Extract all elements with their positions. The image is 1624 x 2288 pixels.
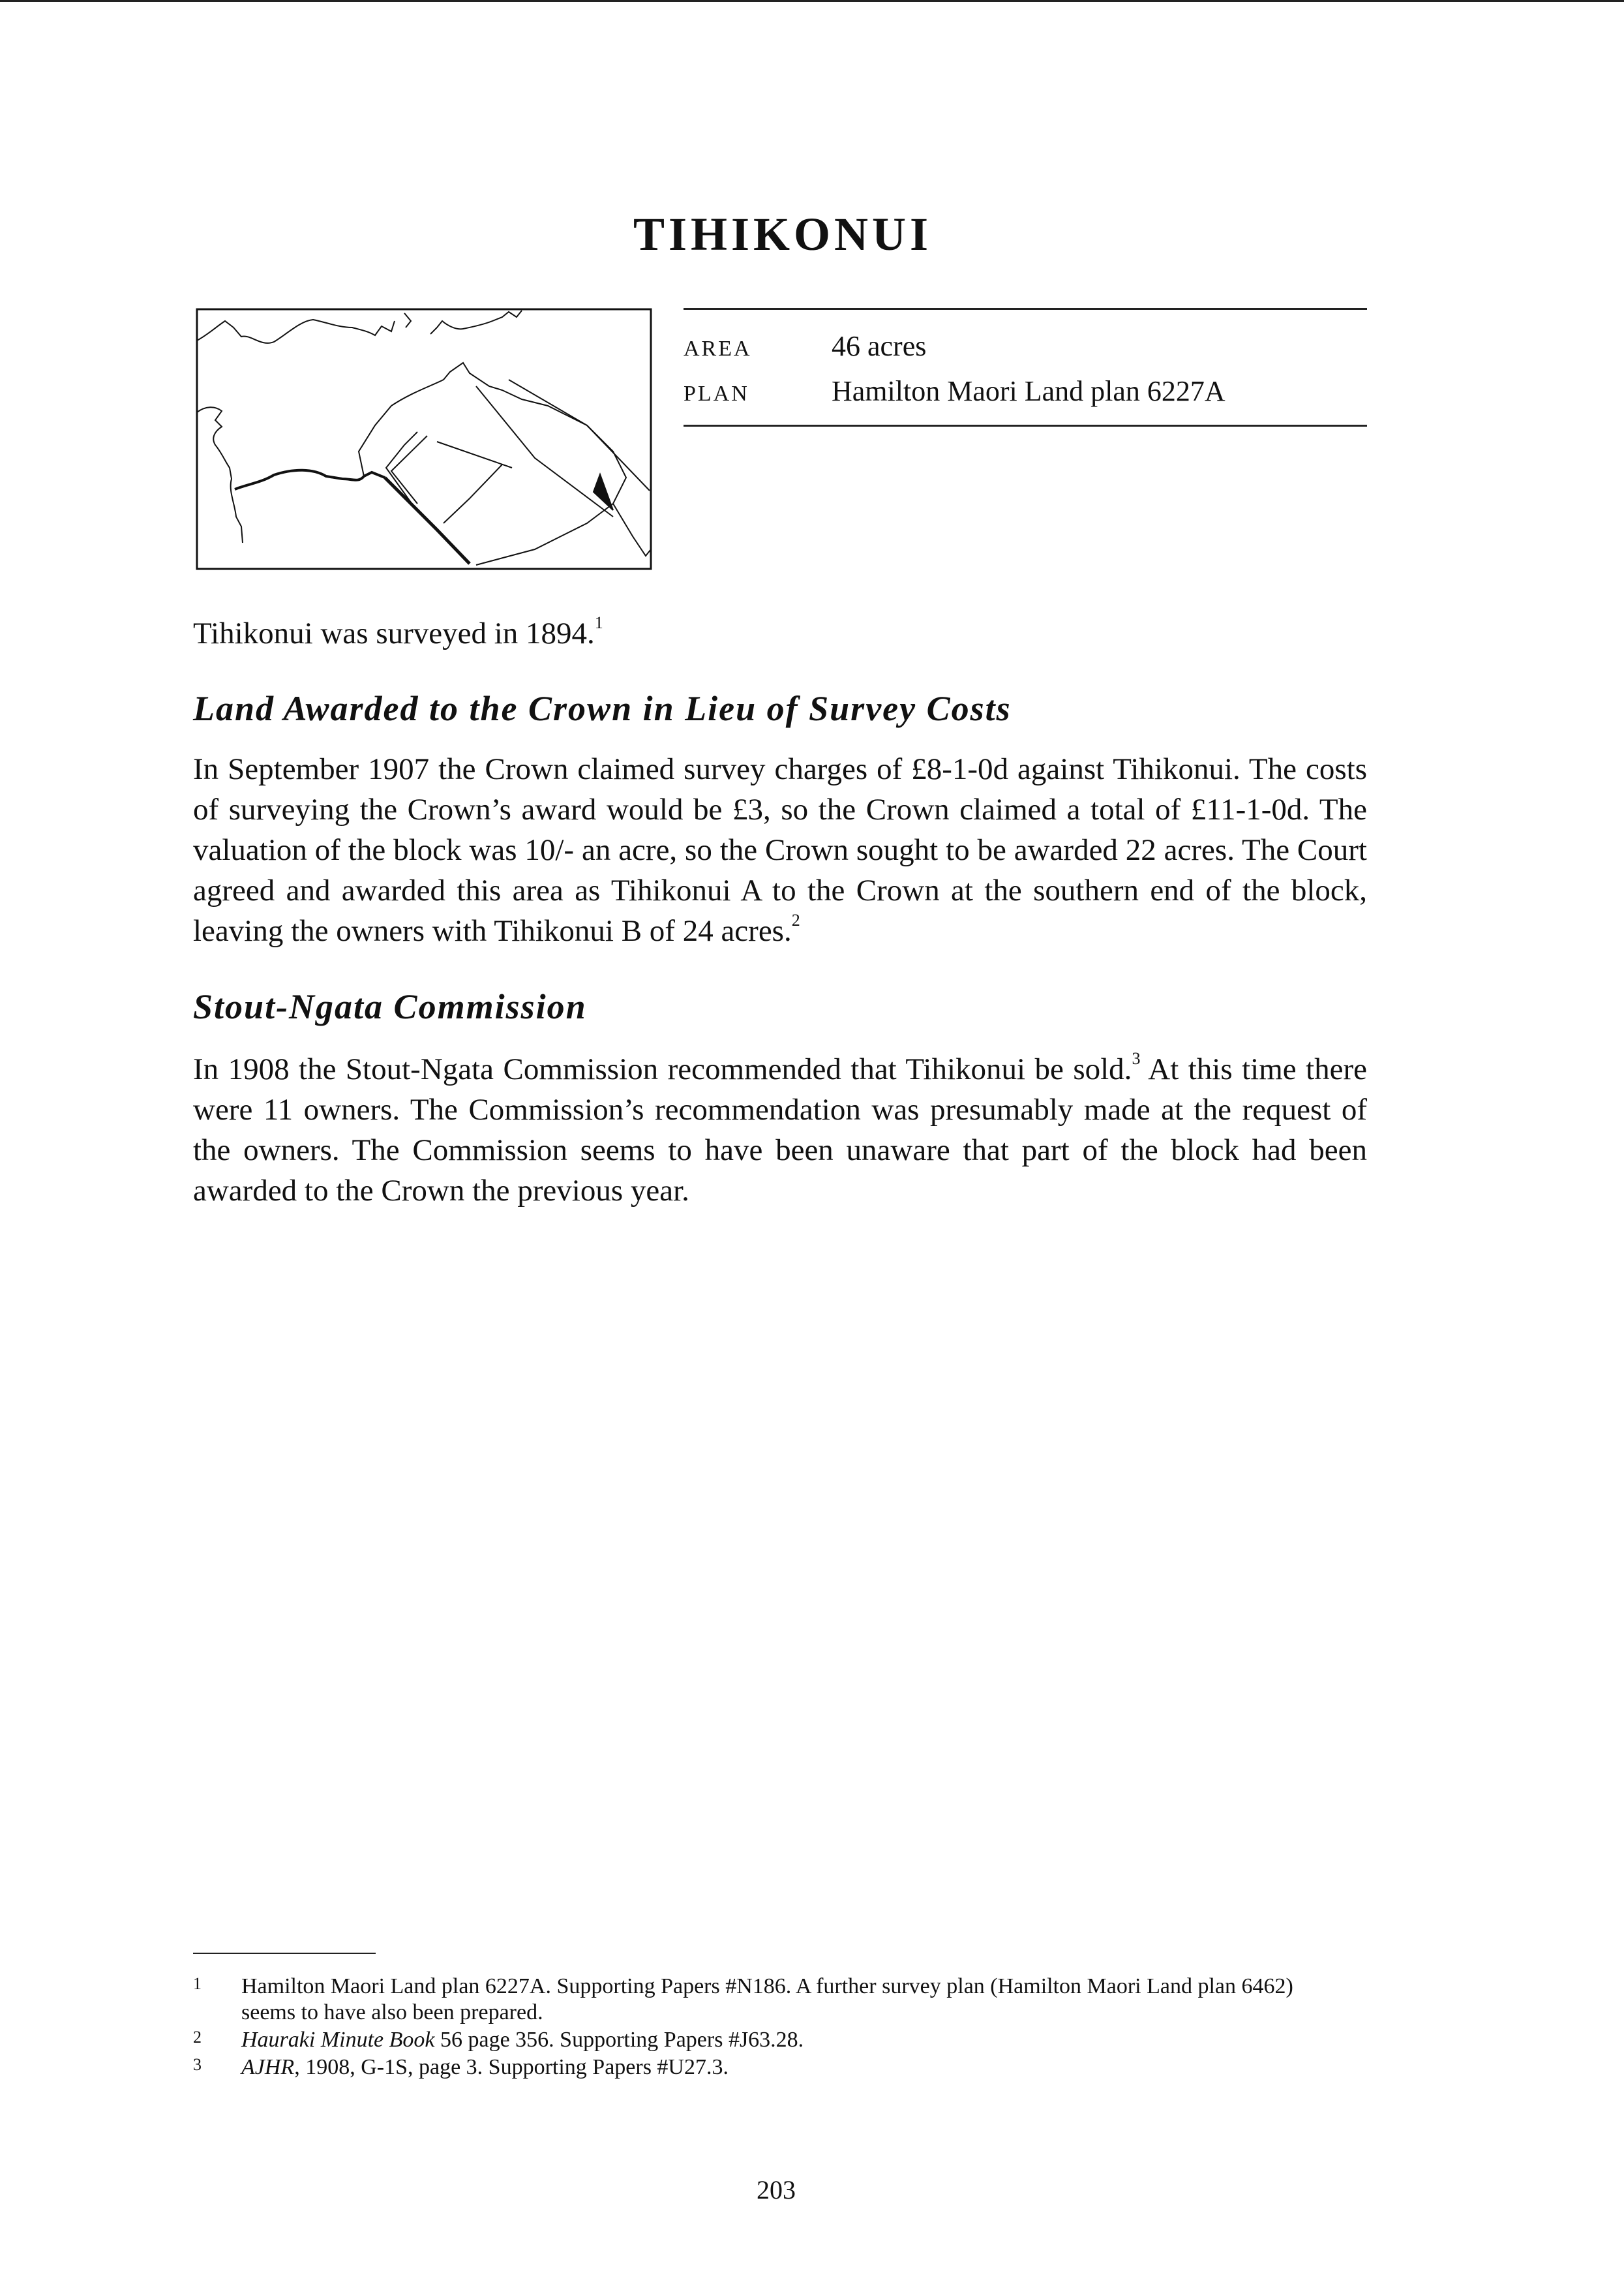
intro-text: Tihikonui was surveyed in 1894.	[193, 617, 595, 650]
footnote-text	[241, 2054, 1350, 2081]
block-info-table	[684, 308, 1367, 427]
top-border	[0, 0, 1624, 2]
table-top-rule	[684, 308, 1367, 310]
footnote-source-detail: 56 page 356. Supporting Papers #J63.28.	[434, 2028, 804, 2052]
section-heading-survey-costs: Land Awarded to the Crown in Lieu of Survey Costs	[193, 689, 1012, 728]
area-value: 46 acres	[832, 330, 927, 362]
survey-costs-paragraph	[193, 749, 1367, 951]
footnote-rule	[193, 1953, 376, 1954]
section-heading-stout-ngata: Stout-Ngata Commission	[193, 987, 587, 1026]
page-number: 203	[757, 2175, 796, 2204]
intro-paragraph	[193, 613, 1367, 654]
area-label: AREA	[684, 337, 752, 361]
footnote-source-title: Hauraki Minute Book	[241, 2028, 435, 2052]
plan-value: Hamilton Maori Land plan 6227A	[832, 375, 1226, 407]
footnote-number: 2	[193, 2028, 202, 2047]
footnote-source-detail: , 1908, G-1S, page 3. Supporting Papers #U27.3.	[294, 2055, 729, 2079]
footnote-number: 3	[193, 2055, 202, 2074]
footnote-ref-1: 1	[594, 613, 603, 633]
stout-ngata-text-a: In 1908 the Stout-Ngata Commission recommended that Tihikonui be sold.	[193, 1052, 1132, 1086]
footnote-number: 1	[193, 1974, 202, 1993]
footnote-text	[241, 2027, 1350, 2053]
plan-row	[684, 374, 1367, 408]
plan-label: PLAN	[684, 382, 749, 406]
area-row	[684, 329, 1367, 363]
footnote-ref-2: 2	[791, 911, 800, 930]
footnote-source-title: AJHR	[241, 2055, 295, 2079]
location-map	[196, 308, 652, 570]
footnote-ref-3: 3	[1132, 1049, 1141, 1069]
stout-ngata-paragraph	[193, 1049, 1367, 1211]
page-title: TIHIKONUI	[633, 208, 933, 260]
table-bottom-rule	[684, 425, 1367, 427]
footnote-text: Hamilton Maori Land plan 6227A. Supporting Papers #N186. A further survey plan (Hamilton Maori Land plan 6462) seems to have also been prepared.	[241, 1974, 1293, 2024]
stout-ngata-text-b: At this time there were 11 owners. The Commission’s recommendation was presumably made at the request of the owners. The Commission seems to have been unaware that part of the block had been awarded to the Crown the previous year.	[193, 1052, 1368, 1208]
survey-costs-text: In September 1907 the Crown claimed survey charges of £8-1-0d against Tihikonui. The costs of surveying the Crown’s award would be £3, so the Crown claimed a total of £11-1-0d. The valuation of the block was 10/- an acre, so the Crown sought to be awarded 22 acres. The Court agreed and awarded this area as Tihikonui A to the Crown at the southern end of the block, leaving the owners with Tihikonui B of 24 acres.	[193, 752, 1367, 948]
